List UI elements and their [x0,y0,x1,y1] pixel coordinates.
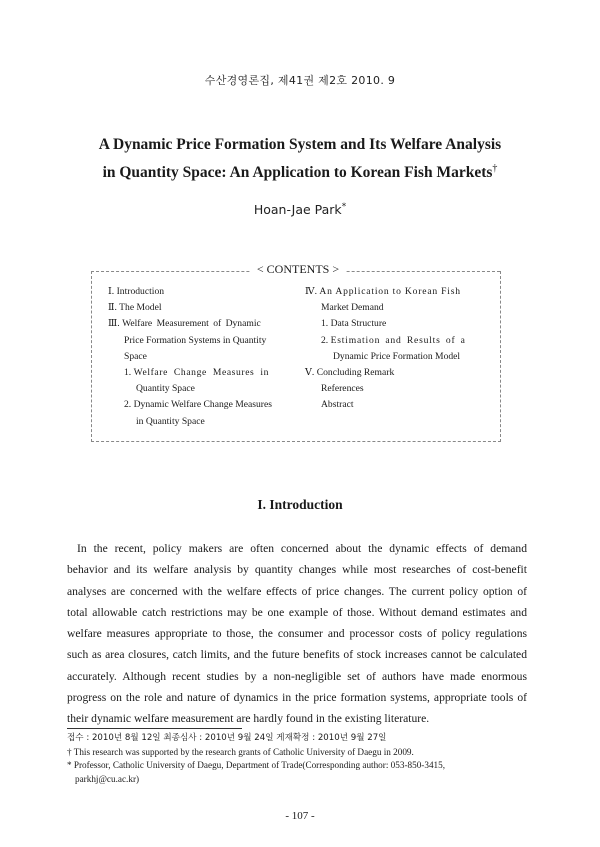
contents-item: 2. Estimation and Results of a [321,334,466,346]
journal-header: 수산경영론집, 제41권 제2호 2010. 9 [204,74,396,87]
contents-item: Ⅱ. The Model [108,302,162,314]
footnote-funding: † This research was supported by the research grants of Catholic University of Daegu in 2009. [67,746,414,757]
contents-left-column [108,284,293,430]
paper-title [60,133,540,185]
contents-item: Ⅲ. Welfare Measurement of Dynamic [108,318,261,330]
contents-item: Space [124,350,147,362]
intro-paragraph [67,538,527,730]
contents-item: 1. Welfare Change Measures in [124,367,270,379]
footnote-affiliation-cont: parkhj@cu.ac.kr) [75,773,140,784]
paragraph-line: progress on the role and nature of dynamics in the price formation systems, appropriate tools of [67,691,527,705]
author-name [0,202,600,217]
contents-item: Quantity Space [136,383,195,395]
contents-item: Abstract [321,399,354,411]
section-heading: I. Introduction [257,497,343,512]
contents-item: References [321,383,364,395]
footnote-rule [67,728,242,729]
contents-right-column [305,284,490,414]
title-line-1: A Dynamic Price Formation System and Its Welfare Analysis [98,136,502,153]
paragraph-line: analyses are concerned with the welfare effects of price changes. The current policy option of [67,584,527,598]
footnotes [67,732,532,786]
page-number: - 107 - [285,810,315,822]
paragraph-line: total allowable catch restrictions may be one example of those. Without demand estimates and [67,605,527,619]
footnote-affiliation: * Professor, Catholic University of Daegu, Department of Trade(Corresponding author: 053-850-3415, [67,760,446,771]
paragraph-line: such as area closures, catch limits, and the future benefits of stock increases cannot be calculated [67,648,527,662]
title-footnote-mark: † [492,163,498,174]
contents-heading: < CONTENTS > [250,262,346,277]
contents-item: 1. Data Structure [321,318,387,330]
contents-item: Market Demand [321,302,384,314]
paragraph-line: their dynamic welfare measurement are hardly found in the existing literature. [67,712,430,726]
contents-item: Ⅳ. An Application to Korean Fish [305,286,461,297]
paragraph-line: welfare measures appropriate to those, the consumer and processor costs of policy regulations [67,627,527,641]
contents-item: in Quantity Space [136,415,205,427]
contents-item: Ⅰ. Introduction [108,286,165,297]
paragraph-line: accurately. Although recent studies by a non-negligible set of authors have made enormous [67,669,527,683]
title-line-2: in Quantity Space: An Application to Korean Fish Markets [102,164,493,182]
author-footnote-mark: * [341,202,347,212]
contents-item: Ⅴ. Concluding Remark [305,367,395,379]
contents-item: Price Formation Systems in Quantity [124,334,267,346]
contents-item: Dynamic Price Formation Model [333,350,461,362]
paragraph-line: In the recent, policy makers are often concerned about the dynamic effects of demand [77,542,527,555]
contents-item: 2. Dynamic Welfare Change Measures [124,399,272,411]
author-text: Hoan-Jae Park [253,202,342,218]
footnote-dates: 접수 : 2010년 8월 12일 최종심사 : 2010년 9월 24일 게재확정 : 2010년 9월 27일 [67,733,387,743]
paragraph-line: behavior and its welfare analysis by quantity changes while most researches of cost-benefit [67,563,527,577]
